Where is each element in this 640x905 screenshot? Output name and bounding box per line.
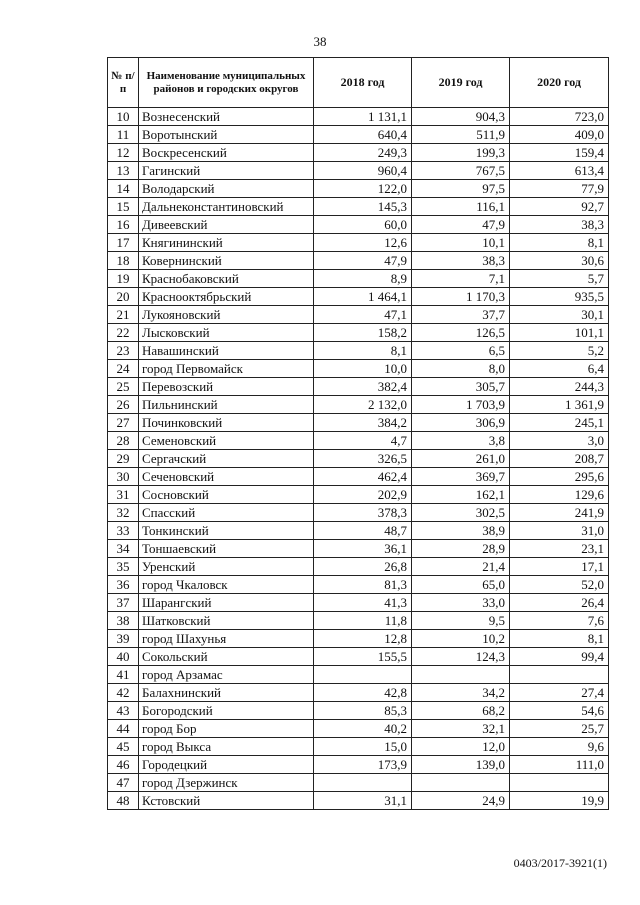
cell-name: Спасский xyxy=(139,504,314,522)
cell-2020: 19,9 xyxy=(510,792,609,810)
table-row xyxy=(108,378,609,396)
cell-2018: 1 464,1 xyxy=(314,288,412,306)
cell-2019: 369,7 xyxy=(412,468,510,486)
cell-2018: 1 131,1 xyxy=(314,108,412,126)
cell-2019: 511,9 xyxy=(412,126,510,144)
table-row xyxy=(108,234,609,252)
table-row xyxy=(108,756,609,774)
cell-number: 24 xyxy=(108,360,139,378)
cell-2019: 97,5 xyxy=(412,180,510,198)
cell-2019: 32,1 xyxy=(412,720,510,738)
page-number: 38 xyxy=(313,34,327,49)
cell-2019: 38,3 xyxy=(412,252,510,270)
cell-2019: 8,0 xyxy=(412,360,510,378)
cell-number: 26 xyxy=(108,396,139,414)
table-row xyxy=(108,648,609,666)
cell-2019: 116,1 xyxy=(412,198,510,216)
cell-name: Тонкинский xyxy=(139,522,314,540)
cell-2019: 1 170,3 xyxy=(412,288,510,306)
cell-2020: 99,4 xyxy=(510,648,609,666)
header-2020: 2020 год xyxy=(510,58,609,108)
cell-2019: 126,5 xyxy=(412,324,510,342)
cell-2020: 111,0 xyxy=(510,756,609,774)
cell-name: Дальнеконстантиновский xyxy=(139,198,314,216)
cell-name: Сосновский xyxy=(139,486,314,504)
cell-2020: 3,0 xyxy=(510,432,609,450)
cell-name: Лысковский xyxy=(139,324,314,342)
cell-name: город Арзамас xyxy=(139,666,314,684)
cell-name: Пильнинский xyxy=(139,396,314,414)
cell-2019: 1 703,9 xyxy=(412,396,510,414)
cell-2019: 162,1 xyxy=(412,486,510,504)
table-row xyxy=(108,558,609,576)
cell-2020: 27,4 xyxy=(510,684,609,702)
cell-2019: 767,5 xyxy=(412,162,510,180)
document-code: 0403/2017-3921(1) xyxy=(513,856,607,870)
cell-2020: 244,3 xyxy=(510,378,609,396)
header-2018: 2018 год xyxy=(314,58,412,108)
cell-2020: 54,6 xyxy=(510,702,609,720)
cell-2020: 6,4 xyxy=(510,360,609,378)
cell-2020: 8,1 xyxy=(510,630,609,648)
cell-2020: 31,0 xyxy=(510,522,609,540)
table-row xyxy=(108,630,609,648)
cell-2020: 77,9 xyxy=(510,180,609,198)
cell-2018: 11,8 xyxy=(314,612,412,630)
cell-name: город Бор xyxy=(139,720,314,738)
cell-number: 30 xyxy=(108,468,139,486)
cell-name: Навашинский xyxy=(139,342,314,360)
cell-number: 10 xyxy=(108,108,139,126)
cell-2019: 3,8 xyxy=(412,432,510,450)
cell-2019: 261,0 xyxy=(412,450,510,468)
cell-name: Вознесенский xyxy=(139,108,314,126)
cell-number: 22 xyxy=(108,324,139,342)
cell-2019: 305,7 xyxy=(412,378,510,396)
cell-2018: 40,2 xyxy=(314,720,412,738)
cell-number: 29 xyxy=(108,450,139,468)
cell-number: 31 xyxy=(108,486,139,504)
table-row xyxy=(108,612,609,630)
cell-2020: 409,0 xyxy=(510,126,609,144)
table-row xyxy=(108,576,609,594)
table-row xyxy=(108,126,609,144)
cell-2019: 904,3 xyxy=(412,108,510,126)
table-row xyxy=(108,162,609,180)
header-name: Наименование муниципальных районов и городских округов xyxy=(139,58,314,108)
cell-2018: 249,3 xyxy=(314,144,412,162)
cell-2019: 199,3 xyxy=(412,144,510,162)
table-row xyxy=(108,504,609,522)
cell-2018: 47,9 xyxy=(314,252,412,270)
cell-name: Шарангский xyxy=(139,594,314,612)
cell-name: Краснобаковский xyxy=(139,270,314,288)
cell-2019 xyxy=(412,666,510,684)
table-row xyxy=(108,540,609,558)
cell-number: 41 xyxy=(108,666,139,684)
cell-name: Тоншаевский xyxy=(139,540,314,558)
cell-2018 xyxy=(314,666,412,684)
cell-2018: 384,2 xyxy=(314,414,412,432)
cell-2019: 28,9 xyxy=(412,540,510,558)
cell-name: Сеченовский xyxy=(139,468,314,486)
cell-2020: 723,0 xyxy=(510,108,609,126)
cell-2018: 12,8 xyxy=(314,630,412,648)
cell-2020: 935,5 xyxy=(510,288,609,306)
cell-name: Кстовский xyxy=(139,792,314,810)
cell-2018: 4,7 xyxy=(314,432,412,450)
cell-name: Дивеевский xyxy=(139,216,314,234)
cell-2019: 24,9 xyxy=(412,792,510,810)
data-table xyxy=(107,57,609,810)
cell-name: Лукояновский xyxy=(139,306,314,324)
cell-name: Починковский xyxy=(139,414,314,432)
cell-number: 21 xyxy=(108,306,139,324)
cell-number: 48 xyxy=(108,792,139,810)
cell-2018: 47,1 xyxy=(314,306,412,324)
cell-number: 13 xyxy=(108,162,139,180)
table-row xyxy=(108,306,609,324)
cell-2020: 5,7 xyxy=(510,270,609,288)
cell-name: город Чкаловск xyxy=(139,576,314,594)
table-row xyxy=(108,270,609,288)
cell-2019: 306,9 xyxy=(412,414,510,432)
cell-number: 27 xyxy=(108,414,139,432)
cell-2020: 7,6 xyxy=(510,612,609,630)
cell-2018: 12,6 xyxy=(314,234,412,252)
table-row xyxy=(108,486,609,504)
table-row xyxy=(108,198,609,216)
cell-2018: 31,1 xyxy=(314,792,412,810)
cell-number: 34 xyxy=(108,540,139,558)
table-row xyxy=(108,774,609,792)
cell-2020: 295,6 xyxy=(510,468,609,486)
table-row xyxy=(108,522,609,540)
cell-2020: 52,0 xyxy=(510,576,609,594)
cell-number: 42 xyxy=(108,684,139,702)
cell-number: 39 xyxy=(108,630,139,648)
cell-2018: 10,0 xyxy=(314,360,412,378)
cell-2018: 15,0 xyxy=(314,738,412,756)
cell-name: Богородский xyxy=(139,702,314,720)
cell-name: Шатковский xyxy=(139,612,314,630)
cell-2018: 8,1 xyxy=(314,342,412,360)
table-row xyxy=(108,216,609,234)
table-row xyxy=(108,414,609,432)
cell-number: 35 xyxy=(108,558,139,576)
table-row xyxy=(108,792,609,810)
cell-number: 15 xyxy=(108,198,139,216)
cell-name: Краснооктябрьский xyxy=(139,288,314,306)
cell-number: 45 xyxy=(108,738,139,756)
cell-2018: 378,3 xyxy=(314,504,412,522)
cell-2020: 241,9 xyxy=(510,504,609,522)
table-row xyxy=(108,432,609,450)
cell-number: 43 xyxy=(108,702,139,720)
cell-name: Ковернинский xyxy=(139,252,314,270)
cell-2019: 10,1 xyxy=(412,234,510,252)
cell-number: 47 xyxy=(108,774,139,792)
table-row xyxy=(108,252,609,270)
cell-number: 33 xyxy=(108,522,139,540)
cell-number: 32 xyxy=(108,504,139,522)
cell-number: 18 xyxy=(108,252,139,270)
cell-2018: 640,4 xyxy=(314,126,412,144)
cell-name: Перевозский xyxy=(139,378,314,396)
cell-2018: 8,9 xyxy=(314,270,412,288)
cell-name: город Дзержинск xyxy=(139,774,314,792)
cell-2018: 26,8 xyxy=(314,558,412,576)
cell-number: 19 xyxy=(108,270,139,288)
cell-name: Семеновский xyxy=(139,432,314,450)
cell-2020: 17,1 xyxy=(510,558,609,576)
table-row xyxy=(108,468,609,486)
header-num: № п/п xyxy=(108,58,139,108)
cell-name: город Выкса xyxy=(139,738,314,756)
cell-2020: 92,7 xyxy=(510,198,609,216)
cell-name: Княгининский xyxy=(139,234,314,252)
cell-2020: 9,6 xyxy=(510,738,609,756)
table-row xyxy=(108,594,609,612)
cell-number: 25 xyxy=(108,378,139,396)
cell-number: 16 xyxy=(108,216,139,234)
cell-name: Воротынский xyxy=(139,126,314,144)
table-header-row xyxy=(108,58,609,108)
cell-2020: 613,4 xyxy=(510,162,609,180)
cell-2020 xyxy=(510,666,609,684)
cell-2019: 302,5 xyxy=(412,504,510,522)
cell-2018: 202,9 xyxy=(314,486,412,504)
cell-name: Воскресенский xyxy=(139,144,314,162)
cell-name: Уренский xyxy=(139,558,314,576)
table-row xyxy=(108,738,609,756)
cell-2018: 326,5 xyxy=(314,450,412,468)
cell-name: Володарский xyxy=(139,180,314,198)
cell-2018: 48,7 xyxy=(314,522,412,540)
cell-2018: 81,3 xyxy=(314,576,412,594)
cell-2019: 65,0 xyxy=(412,576,510,594)
table-row xyxy=(108,396,609,414)
cell-2020: 159,4 xyxy=(510,144,609,162)
cell-2020: 23,1 xyxy=(510,540,609,558)
table-row xyxy=(108,144,609,162)
cell-2018: 382,4 xyxy=(314,378,412,396)
cell-2020: 129,6 xyxy=(510,486,609,504)
cell-name: Сокольский xyxy=(139,648,314,666)
cell-2018: 60,0 xyxy=(314,216,412,234)
cell-number: 23 xyxy=(108,342,139,360)
table-row xyxy=(108,450,609,468)
cell-2020: 8,1 xyxy=(510,234,609,252)
cell-2018: 42,8 xyxy=(314,684,412,702)
table-row xyxy=(108,720,609,738)
cell-2019: 47,9 xyxy=(412,216,510,234)
cell-2018: 41,3 xyxy=(314,594,412,612)
cell-2019: 124,3 xyxy=(412,648,510,666)
cell-2020: 101,1 xyxy=(510,324,609,342)
cell-2018: 85,3 xyxy=(314,702,412,720)
table-row xyxy=(108,684,609,702)
cell-number: 38 xyxy=(108,612,139,630)
cell-2019: 37,7 xyxy=(412,306,510,324)
cell-2020: 30,6 xyxy=(510,252,609,270)
cell-2018: 462,4 xyxy=(314,468,412,486)
cell-name: Городецкий xyxy=(139,756,314,774)
cell-name: город Шахунья xyxy=(139,630,314,648)
cell-2018: 158,2 xyxy=(314,324,412,342)
cell-number: 46 xyxy=(108,756,139,774)
cell-2019: 33,0 xyxy=(412,594,510,612)
cell-2020: 38,3 xyxy=(510,216,609,234)
cell-2019: 21,4 xyxy=(412,558,510,576)
cell-number: 40 xyxy=(108,648,139,666)
cell-2018: 36,1 xyxy=(314,540,412,558)
cell-2020: 25,7 xyxy=(510,720,609,738)
cell-2020: 26,4 xyxy=(510,594,609,612)
cell-name: Гагинский xyxy=(139,162,314,180)
cell-name: город Первомайск xyxy=(139,360,314,378)
cell-number: 11 xyxy=(108,126,139,144)
cell-2019: 10,2 xyxy=(412,630,510,648)
cell-2019: 139,0 xyxy=(412,756,510,774)
cell-2019: 6,5 xyxy=(412,342,510,360)
cell-name: Сергачский xyxy=(139,450,314,468)
cell-2019 xyxy=(412,774,510,792)
cell-2020: 1 361,9 xyxy=(510,396,609,414)
cell-2019: 12,0 xyxy=(412,738,510,756)
cell-number: 20 xyxy=(108,288,139,306)
cell-2020: 208,7 xyxy=(510,450,609,468)
table-row xyxy=(108,360,609,378)
table-row xyxy=(108,180,609,198)
table-row xyxy=(108,324,609,342)
cell-name: Балахнинский xyxy=(139,684,314,702)
table-row xyxy=(108,702,609,720)
cell-2018: 145,3 xyxy=(314,198,412,216)
cell-number: 37 xyxy=(108,594,139,612)
cell-2018 xyxy=(314,774,412,792)
table-row xyxy=(108,288,609,306)
cell-2020: 245,1 xyxy=(510,414,609,432)
cell-2018: 122,0 xyxy=(314,180,412,198)
cell-number: 36 xyxy=(108,576,139,594)
table-row xyxy=(108,666,609,684)
cell-number: 28 xyxy=(108,432,139,450)
cell-2020: 5,2 xyxy=(510,342,609,360)
table-row xyxy=(108,108,609,126)
cell-2019: 38,9 xyxy=(412,522,510,540)
cell-number: 14 xyxy=(108,180,139,198)
table-body xyxy=(108,108,609,810)
cell-number: 12 xyxy=(108,144,139,162)
cell-2019: 34,2 xyxy=(412,684,510,702)
cell-2018: 960,4 xyxy=(314,162,412,180)
cell-2019: 7,1 xyxy=(412,270,510,288)
cell-2020 xyxy=(510,774,609,792)
cell-2018: 2 132,0 xyxy=(314,396,412,414)
cell-number: 17 xyxy=(108,234,139,252)
cell-2020: 30,1 xyxy=(510,306,609,324)
cell-number: 44 xyxy=(108,720,139,738)
cell-2018: 155,5 xyxy=(314,648,412,666)
cell-2019: 9,5 xyxy=(412,612,510,630)
cell-2018: 173,9 xyxy=(314,756,412,774)
table-row xyxy=(108,342,609,360)
cell-2019: 68,2 xyxy=(412,702,510,720)
header-2019: 2019 год xyxy=(412,58,510,108)
